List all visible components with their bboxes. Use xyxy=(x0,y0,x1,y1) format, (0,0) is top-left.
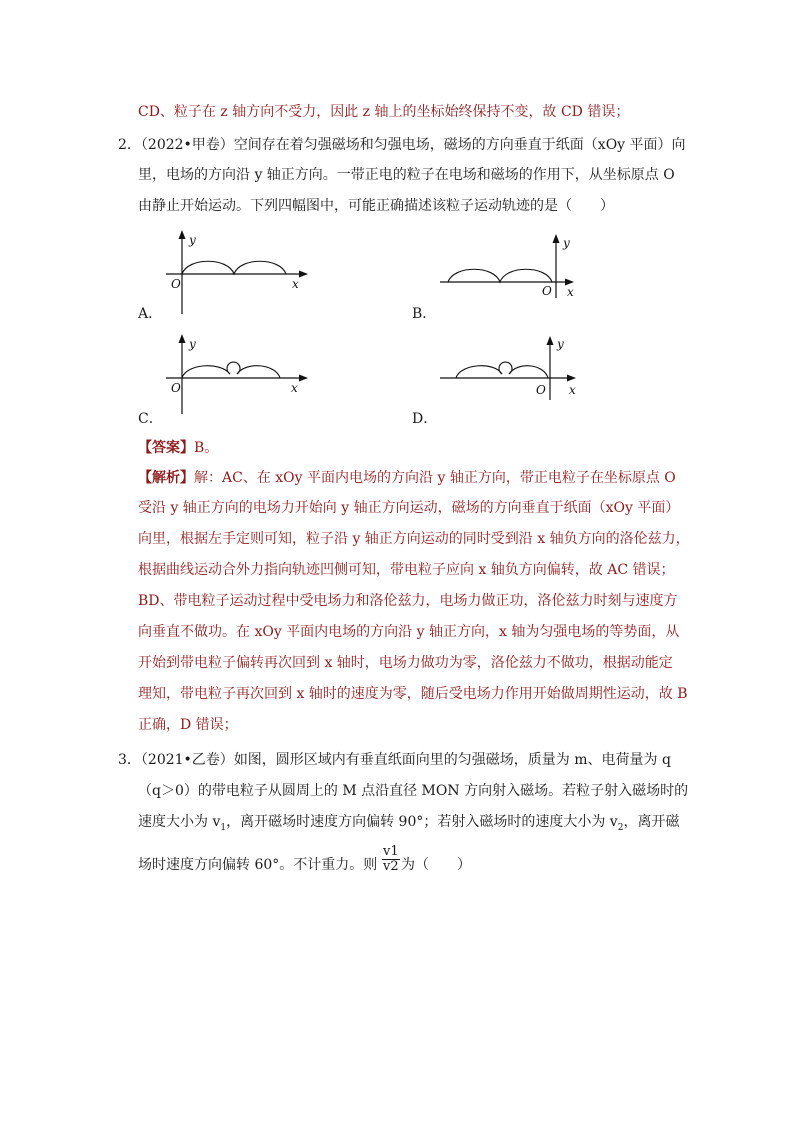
figure-b xyxy=(440,232,590,302)
q3-line4-text-a: 场时速度方向偏转 60°。不计重力。则 xyxy=(138,857,378,873)
fraction-numerator: v1 xyxy=(383,844,399,859)
option-a-label: A． xyxy=(138,306,163,322)
q2-analysis-line1 xyxy=(138,468,676,488)
option-b-label: B． xyxy=(412,306,437,322)
figure-c xyxy=(160,330,320,420)
q2-analysis-line7: 开始到带电粒子偏转再次回到 x 轴时，电场力做功为零，洛伦兹力不做功，根据动能定 xyxy=(138,655,673,671)
q2-line3: 由静止开始运动。下列四幅图中，可能正确描述该粒子运动轨迹的是（ ） xyxy=(138,198,614,214)
analysis-text-1: 解：AC、在 xOy 平面内电场的方向沿 y 轴正方向，带正电粒子在坐标原点 O xyxy=(194,470,676,486)
prev-answer-tail: CD、粒子在 z 轴方向不受力，因此 z 轴上的坐标始终保持不变，故 CD 错误； xyxy=(138,104,630,120)
figure-a xyxy=(160,226,320,316)
q3-line1 xyxy=(118,750,671,770)
fig-b-x-label: x xyxy=(567,285,574,299)
v1-subscript: 1 xyxy=(220,822,227,833)
q2-analysis-line3: 向里，根据左手定则可知，粒子沿 y 轴正方向运动的同时受到沿 x 轴负方向的洛伦兹力， xyxy=(138,531,690,547)
option-d-label: D． xyxy=(412,411,438,427)
v1-over-v2-fraction xyxy=(382,845,400,874)
q3-number: 3． xyxy=(118,752,141,768)
q2-analysis-line9: 正确，D 错误； xyxy=(138,717,238,733)
fig-a-y-label: y xyxy=(189,233,196,247)
q2-analysis-line5: BD、带电粒子运动过程中受电场力和洛伦兹力，电场力做正功，洛伦兹力时刻与速度方 xyxy=(138,593,678,609)
fig-a-origin-label: O xyxy=(171,277,181,291)
q2-source: （2022•甲卷） xyxy=(140,137,234,153)
answer-label: 【答案】 xyxy=(138,440,194,456)
fig-d-x-label: x xyxy=(569,383,576,397)
q3-line3-part-b: ，离开磁场时速度方向偏转 90°；若射入磁场时的速度大小为 v xyxy=(226,814,618,830)
q2-line2: 里，电场的方向沿 y 轴正方向。一带正电的粒子在电场和磁场的作用下，从坐标原点 O xyxy=(138,167,675,183)
answer-value: B。 xyxy=(194,440,219,456)
q3-source: （2021•乙卷） xyxy=(140,752,234,768)
fig-c-y-label: y xyxy=(189,337,196,351)
q2-stem-1: 空间存在着匀强磁场和匀强电场，磁场的方向垂直于纸面（xOy 平面）向 xyxy=(233,137,686,153)
q2-number: 2． xyxy=(118,137,141,153)
q2-analysis-line2: 受沿 y 轴正方向的电场力开始向 y 轴正方向运动，磁场的方向垂直于纸面（xOy 平面） xyxy=(138,500,680,516)
q3-stem-1: 如图，圆形区域内有垂直纸面向里的匀强磁场，质量为 m、电荷量为 q xyxy=(233,752,671,768)
analysis-label: 【解析】 xyxy=(138,470,194,486)
v2-subscript: 2 xyxy=(617,822,624,833)
option-c-label: C． xyxy=(138,411,163,427)
fig-c-origin-label: O xyxy=(171,381,181,395)
q2-analysis-line8: 理知，带电粒子再次回到 x 轴时的速度为零，随后受电场力作用开始做周期性运动，故 B xyxy=(138,686,688,702)
q2-answer xyxy=(138,438,218,458)
q3-line3-part-c: ，离开磁 xyxy=(623,814,680,830)
fig-a-x-label: x xyxy=(292,277,299,291)
figure-d xyxy=(440,334,590,404)
fig-b-y-label: y xyxy=(563,236,570,250)
fig-b-origin-label: O xyxy=(542,284,552,298)
fig-d-y-label: y xyxy=(557,337,564,351)
q2-analysis-line6: 向垂直不做功。在 xOy 平面内电场的方向沿 y 轴正方向，x 轴为匀强电场的等势面，从 xyxy=(138,624,680,640)
fig-d-origin-label: O xyxy=(536,383,546,397)
q2-line1 xyxy=(118,135,686,155)
fig-c-x-label: x xyxy=(291,381,298,395)
q3-line2: （q＞0）的带电粒子从圆周上的 M 点沿直径 MON 方向射入磁场。若粒子射入磁场时的 xyxy=(138,783,689,799)
q3-line3 xyxy=(138,812,679,838)
q3-line3-part-a: 速度大小为 v xyxy=(138,814,221,830)
q3-line4-text-b: 为（ ） xyxy=(401,857,471,873)
q2-analysis-line4: 根据曲线运动合外力指向轨迹凹侧可知，带电粒子应向 x 轴负方向偏转，故 AC 错误； xyxy=(138,562,675,578)
fraction-denominator: v2 xyxy=(383,859,399,874)
